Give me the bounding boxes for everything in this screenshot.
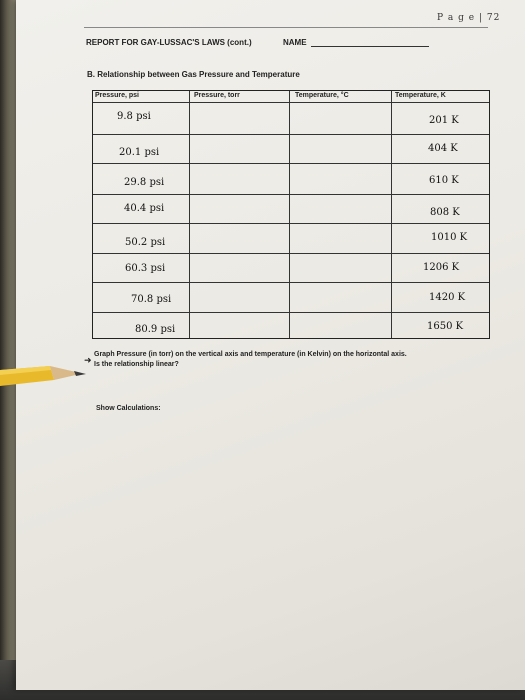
cell-kelvin: 1420 K	[429, 292, 466, 303]
row-divider	[93, 163, 489, 164]
bullet-arrow-icon: ➜	[84, 355, 92, 365]
header-pressure-psi: Pressure, psi	[95, 92, 139, 99]
cell-kelvin: 1010 K	[431, 232, 468, 243]
header-temperature-k: Temperature, K	[395, 92, 446, 99]
cell-psi: 29.8 psi	[124, 177, 165, 188]
name-blank-line[interactable]	[311, 46, 429, 47]
linearity-question: Is the relationship linear?	[94, 361, 179, 368]
graph-instruction: Graph Pressure (in torr) on the vertical axis and temperature (in Kelvin) on the horizontal axis.	[94, 351, 407, 358]
page-number: P a g e | 72	[437, 13, 501, 23]
row-divider	[93, 223, 489, 224]
cell-psi: 80.9 psi	[135, 324, 176, 335]
cell-kelvin: 404 K	[428, 143, 458, 154]
report-title: REPORT FOR GAY-LUSSAC'S LAWS (cont.)	[86, 38, 252, 47]
header-temperature-c: Temperature, °C	[295, 92, 349, 99]
name-label: NAME	[283, 38, 307, 47]
column-divider	[391, 91, 392, 338]
section-title: B. Relationship between Gas Pressure and Temperature	[87, 70, 300, 79]
row-divider	[93, 253, 489, 254]
cell-psi: 20.1 psi	[119, 147, 160, 158]
column-divider	[289, 91, 290, 338]
cell-psi: 60.3 psi	[125, 263, 166, 274]
pencil-lead	[74, 371, 86, 376]
header-rule	[84, 27, 488, 28]
cell-kelvin: 610 K	[429, 175, 459, 186]
cell-kelvin: 201 K	[429, 115, 459, 126]
cell-kelvin: 1206 K	[423, 262, 460, 273]
cell-psi: 40.4 psi	[124, 203, 165, 214]
header-row-divider	[93, 102, 489, 103]
cell-kelvin: 1650 K	[427, 321, 464, 332]
cell-psi: 9.8 psi	[117, 111, 151, 122]
row-divider	[93, 194, 489, 195]
cell-kelvin: 808 K	[430, 207, 460, 218]
cell-psi: 50.2 psi	[125, 237, 166, 248]
row-divider	[93, 134, 489, 135]
row-divider	[93, 282, 489, 283]
data-table	[92, 90, 490, 339]
pencil-icon	[0, 364, 92, 390]
column-divider	[189, 91, 190, 338]
header-pressure-torr: Pressure, torr	[194, 92, 240, 99]
cell-psi: 70.8 psi	[131, 294, 172, 305]
show-calculations-label: Show Calculations:	[96, 405, 161, 412]
row-divider	[93, 312, 489, 313]
